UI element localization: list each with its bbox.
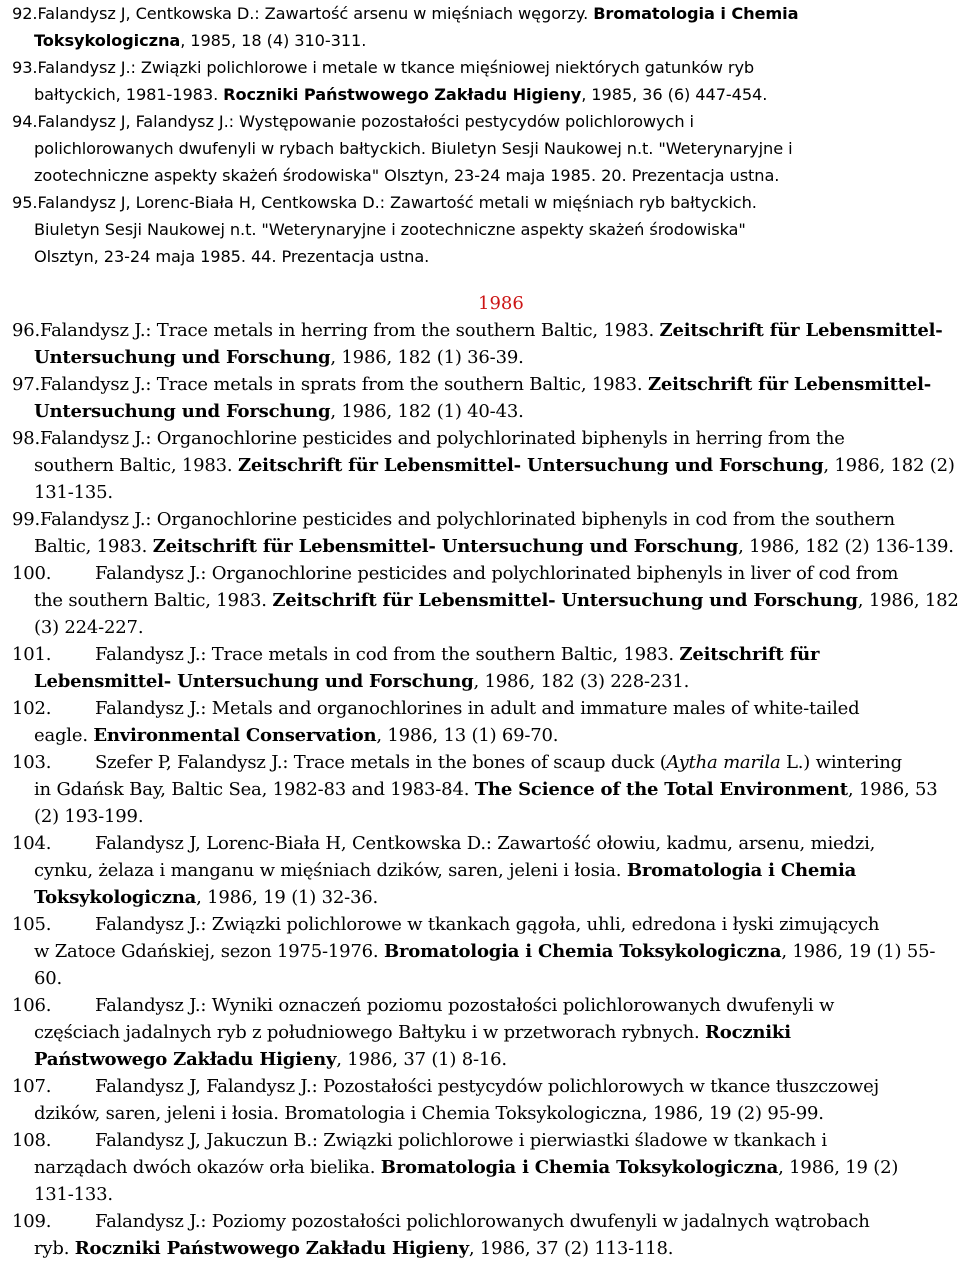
- citation-text: cynku, żelaza i manganu w mięśniach dzików, saren, jeleni i łosia.: [34, 860, 627, 881]
- entry-first-line: [12, 0, 948, 27]
- entry-continuation-line: [12, 162, 948, 189]
- citation-text: , 1986, 19 (2): [778, 1157, 899, 1178]
- journal-title: Lebensmittel- Untersuchung und Forschung: [34, 671, 474, 692]
- entry-number: 97.: [12, 374, 41, 395]
- entry-continuation-line: [12, 27, 948, 54]
- journal-title: Zeitschrift für Lebensmittel-: [659, 320, 943, 341]
- journal-title: Zeitschrift für Lebensmittel- Untersuchung und Forschung: [152, 536, 739, 557]
- citation-text: ryb.: [34, 1238, 75, 1259]
- entry-first-line: [12, 1073, 948, 1100]
- journal-title: Untersuchung und Forschung: [34, 401, 331, 422]
- entry-continuation-line: [12, 722, 948, 749]
- citation-text: Falandysz J, Falandysz J.: Pozostałości pestycydów polichlorowych w tkance tłuszczowej: [95, 1076, 879, 1097]
- entry-number: 95.: [12, 193, 38, 212]
- entry-continuation-line: [12, 81, 948, 108]
- entry-number: 101.: [12, 644, 52, 665]
- citation-text: Falandysz J.: Związki polichlorowe i metale w tkance mięśniowej niektórych gatunków ryb: [37, 58, 755, 77]
- entry-number: 98.: [12, 428, 41, 449]
- journal-title: Roczniki Państwowego Zakładu Higieny: [74, 1238, 469, 1259]
- journal-title: Zeitschrift für: [679, 644, 820, 665]
- citation-text: , 1986, 182 (2) 136-139.: [738, 536, 954, 557]
- reference-entry: [12, 1073, 948, 1127]
- entry-continuation-line: [12, 344, 948, 371]
- journal-title: Toksykologiczna: [34, 887, 197, 908]
- entry-continuation-line: [12, 803, 948, 830]
- citation-text: , 1986, 182 (3) 228-231.: [473, 671, 690, 692]
- reference-entry: [12, 830, 948, 911]
- entry-first-line: [12, 371, 948, 398]
- citation-text: zootechniczne aspekty skażeń środowiska" Olsztyn, 23-24 maja 1985. 20. Prezentacja ustna.: [34, 166, 780, 185]
- reference-entry: [12, 425, 955, 506]
- journal-title: The Science of the Total Environment: [474, 779, 848, 800]
- entry-continuation-line: [12, 479, 948, 506]
- entry-continuation-line: [12, 216, 948, 243]
- reference-entry: [12, 641, 948, 695]
- citation-text: , 1986, 53: [847, 779, 938, 800]
- entry-first-line: [12, 317, 948, 344]
- citation-text: L.) wintering: [780, 752, 902, 773]
- journal-title: Bromatologia i Chemia Toksykologiczna: [380, 1157, 779, 1178]
- journal-title: Zeitschrift für Lebensmittel-: [647, 374, 931, 395]
- entry-continuation-line: [12, 1181, 948, 1208]
- entry-number: 106.: [12, 995, 52, 1016]
- citation-text: Falandysz J.: Trace metals in herring from the southern Baltic, 1983.: [40, 320, 660, 341]
- citation-text: Falandysz J.: Trace metals in sprats from the southern Baltic, 1983.: [40, 374, 648, 395]
- entry-number: 96.: [12, 320, 41, 341]
- reference-entry: [12, 108, 948, 189]
- entry-number: 105.: [12, 914, 52, 935]
- journal-title: Bromatologia i Chemia: [593, 4, 799, 23]
- journal-title: Zeitschrift für Lebensmittel- Untersuchung und Forschung: [272, 590, 858, 611]
- citation-text: Szefer P, Falandysz J.: Trace metals in the bones of scaup duck (: [95, 752, 667, 773]
- journal-title: Roczniki: [705, 1022, 791, 1043]
- entry-first-line: [12, 1208, 948, 1235]
- citation-text: (2) 193-199.: [34, 806, 144, 827]
- reference-entry: [12, 911, 948, 992]
- entry-first-line: [12, 108, 948, 135]
- citation-text: , 1986, 182: [857, 590, 959, 611]
- journal-title: Untersuchung und Forschung: [34, 347, 331, 368]
- citation-text: dzików, saren, jeleni i łosia. Bromatologia i Chemia Toksykologiczna, 1986, 19 (2) 95-99.: [34, 1103, 824, 1124]
- journal-title: Bromatologia i Chemia Toksykologiczna: [383, 941, 782, 962]
- entry-first-line: [12, 749, 948, 776]
- citation-text: (3) 224-227.: [34, 617, 144, 638]
- entry-continuation-line: [12, 1046, 948, 1073]
- entry-first-line: [12, 425, 948, 452]
- entry-first-line: [12, 830, 948, 857]
- reference-entry: [12, 317, 948, 371]
- entry-first-line: [12, 54, 948, 81]
- entry-continuation-line: [12, 452, 955, 479]
- entry-number: 107.: [12, 1076, 52, 1097]
- entry-continuation-line: [12, 884, 948, 911]
- citation-text: Falandysz J, Jakuczun B.: Związki polichlorowe i pierwiastki śladowe w tkankach i: [95, 1130, 827, 1151]
- citation-text: the southern Baltic, 1983.: [34, 590, 273, 611]
- citation-text: , 1985, 18 (4) 310-311.: [180, 31, 367, 50]
- citation-text: w Zatoce Gdańskiej, sezon 1975-1976.: [34, 941, 384, 962]
- entry-number: 94.: [12, 112, 38, 131]
- citation-text: Baltic, 1983.: [34, 536, 153, 557]
- reference-entry: [12, 749, 948, 830]
- citation-text: Biuletyn Sesji Naukowej n.t. "Weterynaryjne i zootechniczne aspekty skażeń środowiska": [34, 220, 746, 239]
- entry-first-line: [12, 1127, 948, 1154]
- entry-number: 100.: [12, 563, 52, 584]
- entry-continuation-line: [12, 1100, 948, 1127]
- reference-entry: [12, 560, 959, 641]
- reference-entry: [12, 371, 948, 425]
- reference-entry: [12, 506, 954, 560]
- citation-text: in Gdańsk Bay, Baltic Sea, 1982-83 and 1983-84.: [34, 779, 475, 800]
- entry-number: 103.: [12, 752, 52, 773]
- entry-continuation-line: [12, 135, 948, 162]
- entry-continuation-line: [12, 587, 959, 614]
- journal-title: Toksykologiczna: [34, 31, 181, 50]
- entry-number: 102.: [12, 698, 52, 719]
- citation-text: narządach dwóch okazów orła bielika.: [34, 1157, 381, 1178]
- reference-entry: [12, 992, 948, 1073]
- entry-number: 93.: [12, 58, 38, 77]
- entry-continuation-line: [12, 857, 948, 884]
- citation-text: Falandysz J.: Wyniki oznaczeń poziomu pozostałości polichlorowanych dwufenyli w: [95, 995, 835, 1016]
- entry-first-line: [12, 992, 948, 1019]
- species-name: Aytha marila: [666, 752, 781, 773]
- journal-title: Państwowego Zakładu Higieny: [34, 1049, 337, 1070]
- entry-number: 99.: [12, 509, 41, 530]
- entry-continuation-line: [12, 614, 948, 641]
- citation-text: Falandysz J.: Związki polichlorowe w tkankach gągoła, uhli, edredona i łyski zimujących: [95, 914, 880, 935]
- year-heading: 1986: [478, 293, 524, 314]
- citation-text: Falandysz J.: Trace metals in cod from the southern Baltic, 1983.: [95, 644, 680, 665]
- citation-text: , 1986, 19 (1) 55-: [781, 941, 936, 962]
- citation-text: Falandysz J, Centkowska D.: Zawartość arsenu w mięśniach węgorzy.: [37, 4, 594, 23]
- reference-entry: [12, 0, 948, 54]
- entry-continuation-line: [12, 965, 948, 992]
- citation-text: Falandysz J.: Organochlorine pesticides and polychlorinated biphenyls in cod from the southern: [40, 509, 895, 530]
- citation-text: 131-133.: [34, 1184, 113, 1205]
- citation-text: częściach jadalnych ryb z południowego Bałtyku i w przetworach rybnych.: [34, 1022, 706, 1043]
- entry-continuation-line: [12, 1019, 948, 1046]
- journal-title: Environmental Conservation: [93, 725, 377, 746]
- reference-entry: [12, 1127, 948, 1208]
- citation-text: southern Baltic, 1983.: [34, 455, 238, 476]
- citation-text: , 1986, 182 (2): [823, 455, 955, 476]
- citation-text: , 1986, 13 (1) 69-70.: [376, 725, 559, 746]
- entry-first-line: [12, 560, 948, 587]
- entry-continuation-line: [12, 533, 954, 560]
- entry-first-line: [12, 189, 948, 216]
- entry-continuation-line: [12, 398, 948, 425]
- entry-first-line: [12, 911, 948, 938]
- citation-text: , 1986, 182 (1) 40-43.: [330, 401, 524, 422]
- reference-entry: [12, 189, 948, 270]
- citation-text: Falandysz J, Falandysz J.: Występowanie pozostałości pestycydów polichlorowych i: [37, 112, 694, 131]
- entry-continuation-line: [12, 243, 948, 270]
- citation-text: Falandysz J, Lorenc-Biała H, Centkowska D.: Zawartość metali w mięśniach ryb bałtyckich.: [37, 193, 757, 212]
- entry-number: 104.: [12, 833, 52, 854]
- entry-continuation-line: [12, 776, 948, 803]
- citation-text: Falandysz J.: Organochlorine pesticides and polychlorinated biphenyls in herring from the: [40, 428, 845, 449]
- entry-first-line: [12, 695, 948, 722]
- journal-title: Zeitschrift für Lebensmittel- Untersuchung und Forschung: [237, 455, 824, 476]
- citation-text: Falandysz J, Lorenc-Biała H, Centkowska D.: Zawartość ołowiu, kadmu, arsenu, miedzi,: [95, 833, 876, 854]
- citation-text: eagle.: [34, 725, 94, 746]
- citation-text: , 1986, 19 (1) 32-36.: [196, 887, 379, 908]
- citation-text: Olsztyn, 23-24 maja 1985. 44. Prezentacja ustna.: [34, 247, 430, 266]
- citation-text: , 1986, 182 (1) 36-39.: [330, 347, 524, 368]
- citation-text: polichlorowanych dwufenyli w rybach bałtyckich. Biuletyn Sesji Naukowej n.t. "Weterynaryjne i: [34, 139, 793, 158]
- entry-number: 109.: [12, 1211, 52, 1232]
- entry-continuation-line: [12, 938, 948, 965]
- reference-entry: [12, 54, 948, 108]
- entry-first-line: [12, 641, 948, 668]
- entry-continuation-line: [12, 668, 948, 695]
- citation-text: Falandysz J.: Poziomy pozostałości polichlorowanych dwufenyli w jadalnych wątrobach: [95, 1211, 870, 1232]
- reference-entry: [12, 1208, 948, 1262]
- reference-entry: [12, 695, 948, 749]
- citation-text: 131-135.: [34, 482, 113, 503]
- journal-title: Roczniki Państwowego Zakładu Higieny: [223, 85, 582, 104]
- entry-continuation-line: [12, 1154, 948, 1181]
- citation-text: Falandysz J.: Organochlorine pesticides and polychlorinated biphenyls in liver of cod from: [95, 563, 899, 584]
- citation-text: , 1986, 37 (2) 113-118.: [468, 1238, 674, 1259]
- entry-number: 92.: [12, 4, 38, 23]
- citation-text: , 1986, 37 (1) 8-16.: [336, 1049, 507, 1070]
- entry-first-line: [12, 506, 948, 533]
- citation-text: , 1985, 36 (6) 447-454.: [581, 85, 768, 104]
- journal-title: Bromatologia i Chemia: [626, 860, 857, 881]
- citation-text: bałtyckich, 1981-1983.: [34, 85, 224, 104]
- entry-continuation-line: [12, 1235, 948, 1262]
- entry-number: 108.: [12, 1130, 52, 1151]
- citation-text: 60.: [34, 968, 63, 989]
- citation-text: Falandysz J.: Metals and organochlorines in adult and immature males of white-tailed: [95, 698, 860, 719]
